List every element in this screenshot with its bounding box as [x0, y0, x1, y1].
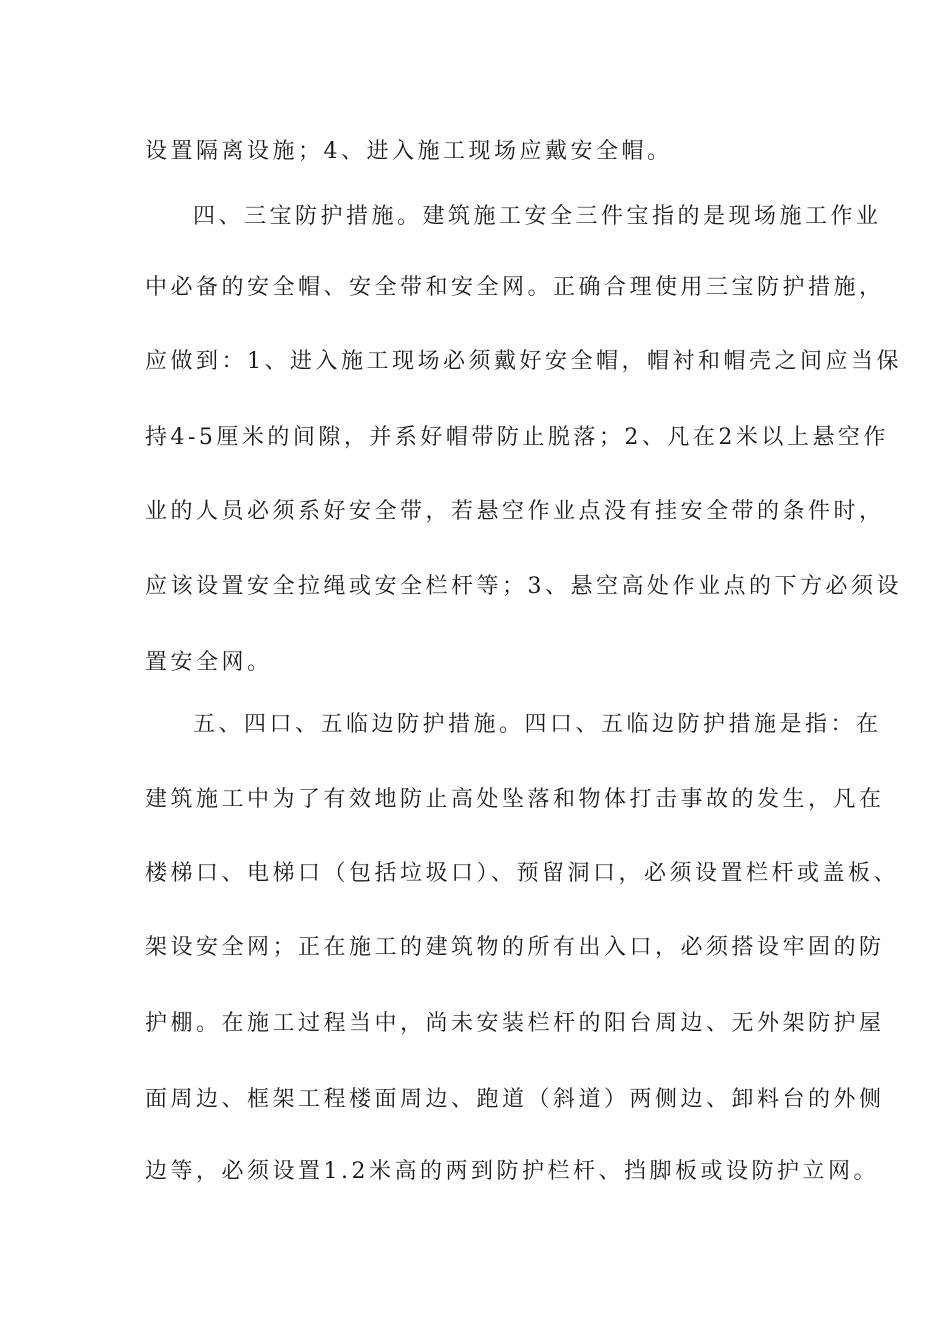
text-line: 持4-5厘米的间隙，并系好帽带防止脱落；2、凡在2米以上悬空作	[145, 425, 889, 450]
paragraph-four-start: 四、三宝防护措施。建筑施工安全三件宝指的是现场施工作业	[193, 204, 882, 229]
text-line: 面周边、框架工程楼面周边、跑道（斜道）两侧边、卸料台的外侧	[145, 1087, 885, 1112]
paragraph-five-start: 五、四口、五临边防护措施。四口、五临边防护措施是指：在	[193, 712, 882, 737]
text-line: 中必备的安全帽、安全带和安全网。正确合理使用三宝防护措施，	[145, 275, 885, 300]
text-line: 应该设置安全拉绳或安全栏杆等；3、悬空高处作业点的下方必须设	[145, 574, 902, 599]
text-line: 置安全网。	[145, 650, 273, 675]
text-line: 建筑施工中为了有效地防止高处坠落和物体打击事故的发生，凡在	[145, 787, 885, 812]
text-line: 楼梯口、电梯口（包括垃圾口）、预留洞口，必须设置栏杆或盖板、	[145, 861, 900, 886]
text-line: 边等，必须设置1.2米高的两到防护栏杆、挡脚板或设防护立网。	[145, 1159, 879, 1184]
text-line: 护棚。在施工过程当中，尚未安装栏杆的阳台周边、无外架防护屋	[145, 1011, 885, 1036]
text-line: 应做到：1、进入施工现场必须戴好安全帽，帽衬和帽壳之间应当保	[145, 349, 902, 374]
text-line: 设置隔离设施；4、进入施工现场应戴安全帽。	[145, 139, 673, 164]
text-line: 架设安全网；正在施工的建筑物的所有出入口，必须搭设牢固的防	[145, 935, 885, 960]
text-line: 业的人员必须系好安全带，若悬空作业点没有挂安全带的条件时，	[145, 499, 885, 524]
